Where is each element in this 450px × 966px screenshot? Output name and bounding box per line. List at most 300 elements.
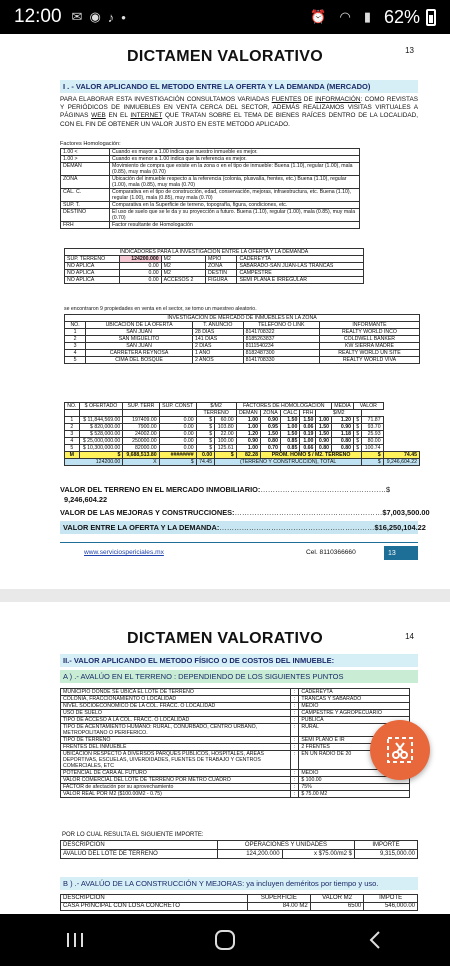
table-cell: 0.00 (159, 431, 196, 438)
battery-percent: 62% (383, 6, 420, 27)
page-number: 14 (405, 632, 414, 641)
table-cell: EN UN RADIO DE 20 (299, 751, 410, 770)
link-internet[interactable]: INTERNET (130, 112, 163, 120)
table-cell: 0.00 (120, 270, 161, 277)
table-cell: DESTIN (206, 270, 237, 277)
table-cell: 2 (65, 336, 86, 343)
table-cell: FRH (300, 410, 316, 417)
table-row (61, 784, 410, 791)
table-cell: FACTOR de afectación por su aprovechamiento (61, 784, 291, 791)
table-cell: SUP. TERRENO (65, 256, 120, 263)
table-cell: Movimiento de compra que existe en la zona o en el tipo de inmueble: Buena (1.10), regular (1.00), mala (0.85), muy mala (0.70) (110, 163, 360, 176)
table-cell: 25.93 (362, 431, 383, 438)
table-cell: 2 AÑOS (192, 357, 243, 364)
table-cell: 0.95 (261, 424, 281, 431)
table-row (61, 850, 418, 859)
table-row (61, 770, 410, 777)
table-cell: 82000.00 (123, 445, 159, 452)
table-cell: 4 (65, 350, 86, 357)
table-cell: 0.66 (300, 445, 316, 452)
table-cell: SAN JUAN (86, 329, 193, 336)
table-cell: USO DE SUELO (61, 710, 291, 717)
table-cell: 2 (65, 424, 80, 431)
table-cell: $ 10,300,000.00 (79, 445, 123, 452)
table-cell: 0.80 (261, 438, 281, 445)
table-row (61, 163, 360, 176)
table-cell: 125.61 (215, 445, 236, 452)
table-cell: 6500 (310, 903, 364, 911)
table-cell: 1.18 (331, 431, 353, 438)
table-cell: NO. (65, 322, 86, 329)
subsection-b: B ) .- AVALÚO DE LA CONSTRUCCIÓN Y MEJORAS: ya incluyen deméritos por tiempo y uso. (60, 877, 418, 890)
footer-website-link[interactable]: www.serviciospericiales.mx (84, 549, 164, 556)
table-cell: SABARADO-SAN JUAN-LAS TRANCAS (237, 263, 364, 270)
table-cell: 1.00 < (61, 149, 110, 156)
table-cell: $/M2 (316, 410, 362, 417)
table-cell: SUP. TERR (123, 403, 159, 410)
table-cell: 0.70 (261, 445, 281, 452)
table-cell: : (291, 724, 299, 737)
table-cell: 82.28 (236, 452, 260, 459)
table-cell: 1.00 (300, 438, 316, 445)
table-cell: 8111540234 (243, 343, 319, 350)
table-cell: $ OFERTADO (79, 403, 123, 410)
table-cell: 9,246,604.22 (383, 459, 419, 466)
table-row (61, 751, 410, 770)
footer-page-number: 13 (384, 546, 418, 560)
table-cell: 2 FRENTES (299, 744, 410, 751)
table-cell: 1.00 (236, 417, 260, 424)
table-cell: SUP. CONST (159, 403, 196, 410)
table-cell: DESCRIPCION (61, 895, 248, 903)
table-cell: M2 (161, 263, 205, 270)
table-cell: 74.45 (196, 459, 214, 466)
table-row (61, 710, 410, 717)
table-cell: 5 (65, 357, 86, 364)
table-cell: 1.00 (316, 417, 332, 424)
table-cell: FRH (61, 222, 110, 229)
table-row (65, 452, 420, 459)
table-row (61, 703, 410, 710)
table-cell: : (291, 717, 299, 724)
table-cell: DESCRIPCION (61, 841, 218, 850)
table-cell: CAMPESTRE (237, 270, 364, 277)
table-row (65, 403, 420, 410)
mercado-table (64, 314, 420, 364)
table-cell: $ (196, 438, 214, 445)
table-cell: : (291, 696, 299, 703)
status-bar (0, 0, 450, 34)
table-cell: TELÉFONO O LINK (243, 322, 319, 329)
table-cell: ZONA (61, 176, 110, 189)
table-row (61, 176, 360, 189)
valor-terreno-amount: 9,246,604.22 (64, 495, 108, 504)
table-row (65, 417, 420, 424)
table-cell: 250000.00 (123, 438, 159, 445)
table-cell: $ (354, 438, 362, 445)
table-cell: POTENCIAL DE CARA AL FUTURO (61, 770, 291, 777)
table-row (65, 263, 364, 270)
table-cell: : (291, 744, 299, 751)
table-row (61, 903, 418, 911)
table-cell: : (291, 777, 299, 784)
table-row (65, 431, 420, 438)
table-cell: T. ANUNCIO (192, 322, 243, 329)
table-cell: $ 75.00 M2 (299, 791, 410, 798)
table-cell: $ (159, 459, 196, 466)
mejoras-line: VALOR DE LAS MEJORAS Y CONSTRUCCIONES:……………………………………………………$7,003,500.00 (60, 508, 430, 517)
table-cell: 0.00 (159, 424, 196, 431)
table-cell: 0.85 (280, 445, 299, 452)
table-cell: CASA PRINCIPAL CON LOSA CONCRETO (61, 903, 248, 911)
table-cell: 28 DIAS (192, 329, 243, 336)
table-row (61, 189, 360, 202)
table-cell: FIGURA (206, 277, 237, 284)
clock: 12:00 (14, 6, 62, 27)
table-cell: 9,688,513.80 (123, 452, 159, 459)
table-cell: NO APLICA (65, 263, 120, 270)
table-cell: OPERACIONES Y UNIDADES (217, 841, 354, 850)
table-cell: (TERRENO Y CONSTRUCCION), TOTAL (215, 459, 362, 466)
table-cell: VALOR (354, 403, 384, 410)
table-row (61, 841, 418, 850)
table-cell: ZONA (206, 263, 237, 270)
table-cell: 1.00 > (61, 156, 110, 163)
table-row (65, 357, 420, 364)
table-cell: : (291, 737, 299, 744)
table-cell: COLDWELL BANKER (319, 336, 419, 343)
table-cell: 9,315,000.00 (355, 850, 418, 859)
table-cell: 0.90 (331, 424, 353, 431)
signal-icon: ▮ (363, 9, 371, 24)
app-icon: ◉ (89, 9, 101, 24)
table-cell: $ 25,000,000.00 (79, 438, 123, 445)
table-row (61, 895, 418, 903)
table-cell: ######## (159, 452, 196, 459)
table-cell: IMPORTE (355, 841, 418, 850)
table-row (61, 744, 410, 751)
table-cell: 1 (65, 329, 86, 336)
table-cell: AVALUO DEL LOTE DE TERRENO (61, 850, 218, 859)
table-cell: SEMI PLANA E IRREGULAR (237, 277, 364, 284)
table-cell: ACCESOS 2 (161, 277, 205, 284)
table-cell: CAL. C. (61, 189, 110, 202)
table-cell: 0.90 (316, 438, 332, 445)
table-cell: 0.00 (120, 263, 161, 270)
table-cell: CADEREYTA (299, 689, 410, 696)
table-cell: $ (196, 424, 214, 431)
table-cell: 1.20 (331, 417, 353, 424)
table-cell: CIMA DEL BOSQUE (86, 357, 193, 364)
table-cell: CAMPESTRE Y AGROPECUARIO (299, 710, 410, 717)
table-row (61, 689, 410, 696)
section-heading: II.- VALOR APLICANDO EL METODO FÍSICO O DE COSTOS DEL INMUEBLE: (60, 654, 418, 667)
table-cell: SAN JUAN (86, 343, 193, 350)
table-cell: 84.00 M2 (247, 903, 310, 911)
table-cell: 0.85 (280, 438, 299, 445)
table-cell: 1.00 (280, 424, 299, 431)
link-fuentes[interactable]: FUENTES (271, 96, 302, 103)
table-cell: ZONA (261, 410, 281, 417)
link-web[interactable]: WEB (91, 112, 106, 120)
table-cell (123, 410, 159, 417)
indicadores-table (64, 248, 364, 284)
table-cell: 103.80 (215, 424, 236, 431)
table-cell: Ubicación del inmueble respecto a la referencia (colonia, plusvalía, frentes, etc.) Buena (1.10), regular (1.00), mala (0.85), muy mala (0.70) (110, 176, 360, 189)
recent-apps-icon[interactable] (64, 930, 86, 950)
intro-paragraph: PARA ELABORAR ESTA INVESTIGACIÓN CONSULTAMOS VARIADAS FUENTES DE INFORMACIÓN: COMO REVISTAS Y PERIÓDICOS DE INMUEBLES EN VENTA CERCA DEL SECTOR, ADEMÁS REALIZAMOS VISITAS VIRTUALES A PÁGINAS WEB EN EL INTERNET QUE TRATAN SOBRE EL TEMA DE BIENES RAÍCES DENTRO DE LA LOCALIDAD, CON EL FIN DE OBTENER UN VALOR JUSTO EN ESTE METODO APLICADO. (60, 96, 419, 128)
table-cell: 0.90 (236, 438, 260, 445)
table-cell: TRANCAS Y SABARADO (299, 696, 410, 703)
table-cell: 80.00 (362, 438, 383, 445)
table-cell: $ (215, 452, 236, 459)
back-icon[interactable] (364, 929, 386, 951)
table-cell: 0.00 (159, 417, 196, 424)
table-cell (65, 410, 80, 417)
table-cell: 7900.00 (123, 424, 159, 431)
table-cell: SAN MIGUELITO (86, 336, 193, 343)
table-cell: 74.45 (383, 452, 419, 459)
table-row (61, 202, 360, 209)
table-row (65, 424, 420, 431)
table-cell: FACTORES DE HOMOLOGACION (236, 403, 331, 410)
table-row (61, 777, 410, 784)
table-row (65, 459, 420, 466)
document-page-13 (0, 34, 450, 589)
table-cell: El uso de suelo que se le da y su proyección a futuro. Buena (1.10), regular (1.00), mala (0.85), muy mala (0.70) (110, 209, 360, 222)
table-cell: : (291, 791, 299, 798)
table-cell: SUPERFICIE (247, 895, 310, 903)
table-cell: REALTY WORLD VIVA (319, 357, 419, 364)
table-cell: $ (362, 452, 383, 459)
table-row (65, 350, 420, 357)
table-cell: VALOR REAL POR M2 ($100.00M2 - 0.75) (61, 791, 291, 798)
table-cell: CALC (280, 410, 299, 417)
table-cell: 60.00 (215, 417, 236, 424)
table-cell: 0.80 (331, 438, 353, 445)
table-row (65, 343, 420, 350)
mercado-title: INVESTIGACION DE MERCADO DE INMUEBLES EN LA ZONA (65, 315, 420, 322)
resulta-text: POR LO CUAL RESULTA EL SIGUIENTE IMPORTE: (62, 832, 204, 838)
table-cell: X (123, 459, 159, 466)
table-cell: $ (362, 459, 383, 466)
battery-icon (426, 9, 436, 26)
page-title: DICTAMEN VALORATIVO (127, 48, 323, 65)
table-cell: 8185263837 (243, 336, 319, 343)
footer-rule (60, 542, 418, 543)
footer-phone: Cel. 8110366660 (306, 549, 356, 556)
table-cell: : (291, 770, 299, 777)
table-row (61, 717, 410, 724)
table-cell: : (291, 689, 299, 696)
table-row (65, 410, 420, 417)
wifi-icon: ◠ (339, 9, 351, 24)
table-cell: REALTY WORLD UN SITE (319, 350, 419, 357)
table-cell: $ (354, 445, 362, 452)
table-cell: : (291, 751, 299, 770)
table-row (65, 438, 420, 445)
table-cell: 0.80 (316, 445, 332, 452)
table-cell: 0.00 (120, 277, 161, 284)
table-cell: NO APLICA (65, 277, 120, 284)
table-row (65, 445, 420, 452)
table-cell: Cuando es mayor a 1.00 indica que nuestro inmueble es mejor. (110, 149, 360, 156)
table-cell: $ (79, 452, 123, 459)
table-cell: M2 (161, 256, 205, 263)
table-cell: Factor resultante de Homologación (110, 222, 360, 229)
scissors-icon (385, 735, 415, 765)
table-row (61, 791, 410, 798)
table-cell: 1.50 (316, 424, 332, 431)
table-cell: $ (354, 417, 362, 424)
table-row (61, 724, 410, 737)
table-cell: 1.50 (280, 431, 299, 438)
table-cell: 100.74 (362, 445, 383, 452)
table-cell: 8141708322 (243, 329, 319, 336)
table-cell: CADEREYTA (237, 256, 364, 263)
table-row (61, 737, 410, 744)
table-cell: $ 528,000.00 (79, 431, 123, 438)
oferta-demanda-total: VALOR ENTRE LA OFERTA Y LA DEMANDA:………………………………………………………$16,250,104.22 (60, 521, 418, 534)
table-cell: $ 11,844,569.00 (79, 417, 123, 424)
table-cell: RURAL (299, 724, 410, 737)
table-cell: MPIO (206, 256, 237, 263)
table-cell: INFORMANTE (319, 322, 419, 329)
table-cell: IMPOTE (364, 895, 418, 903)
scissors-capture-button[interactable] (370, 720, 430, 780)
table-row (61, 222, 360, 229)
tiktok-icon: ♪ (107, 9, 115, 25)
table-cell: COLONIA, FRACCIONAMIENTO O LOCALIDAD (61, 696, 291, 703)
homologacion-table (64, 402, 420, 466)
valor-terreno-line: VALOR DEL TERRENO EN EL MERCADO INMOBILIARIO:……………………………………………$ (60, 485, 391, 494)
table-cell: 0.06 (300, 424, 316, 431)
table-cell: 1.50 (280, 417, 299, 424)
table-cell: 0.90 (261, 417, 281, 424)
table-cell: : (291, 703, 299, 710)
table-cell: 1.00 (236, 424, 260, 431)
table-cell: UBICACIÓN DE LA OFERTA (86, 322, 193, 329)
table-cell: KW SIERRA MADRE (319, 343, 419, 350)
table-cell: 22.00 (215, 431, 236, 438)
table-cell: REALTY WORLD INCO (319, 329, 419, 336)
table-cell: TIPO DE TERRENO (61, 737, 291, 744)
table-cell: 141 DIAS (192, 336, 243, 343)
table-cell: Cuando es menor a 1.00 indica que la referencia es mejor. (110, 156, 360, 163)
table-cell: $ 100.00 (299, 777, 410, 784)
table-cell: 1.50 (316, 431, 332, 438)
table-cell: UBICACIÓN RESPECTO A DIVERSOS PARQUES PUBLICOS, HOSPITALES, ÁREAS DEPORTIVAS, ESCUELAS, UIVERDIDADES, FUENTES DE TRABAJO Y CENTROS COMERCIALES, ETC (61, 751, 291, 770)
table-cell: NO. (65, 403, 80, 410)
section-heading: I . - VALOR APLICANDO EL METODO ENTRE LA OFERTA Y LA DEMANDA (MERCADO) (60, 80, 418, 93)
link-informacion[interactable]: INFORMACIÓN (315, 96, 361, 103)
subsection-a: A ) .- AVALÚO EN EL TERRENO : DEPENDIENDO DE LOS SIGUIENTES PUNTOS (60, 670, 418, 683)
indicadores-title: INDICADORES PARA LA INVESTIGACION ENTRE LA OFERTA Y LA DEMANDA (65, 249, 364, 256)
table-row (65, 322, 420, 329)
table-cell: TIPO DE ACCESO A LA COL. FRACC. O LOCALIDAD (61, 717, 291, 724)
table-cell: M2 (161, 270, 205, 277)
table-cell: CARRETERA REYNOSA (86, 350, 193, 357)
puntos-table (60, 688, 410, 798)
table-cell: 124200.00 (65, 459, 123, 466)
table-cell: 546,000.00 (364, 903, 418, 911)
table-cell: DEMAN (61, 163, 110, 176)
table-row (65, 329, 420, 336)
table-cell: TIPO DE ACENTAMIENTO HUMANO: RURAL, CONURBADO, CENTRO URBANO, METROPOLITANO O PERIFERICO. (61, 724, 291, 737)
table-cell: $ (354, 424, 362, 431)
table-cell: VALOR COMERCIAL DEL LOTE DE TERRENO POR METRO CUADRO (61, 777, 291, 784)
table-cell: 4 (65, 438, 80, 445)
table-row (61, 156, 360, 163)
page-title: DICTAMEN VALORATIVO (127, 630, 323, 647)
table-cell: 75% (299, 784, 410, 791)
found-note: se encontraron 9 propiedades en venta en el sector, se tomo un muestreo aleatorio. (64, 306, 257, 312)
table-cell: x $75.00/m2 $ (282, 850, 354, 859)
table-cell: 1.20 (236, 431, 260, 438)
table-cell: VALOR M2 (310, 895, 364, 903)
table-cell: SUP. T. (61, 202, 110, 209)
navigation-bar (0, 914, 450, 966)
table-cell: MEDIA (331, 403, 353, 410)
table-row (65, 277, 364, 284)
table-cell: Comparativa en la Superficie de terreno, topografía, figura, condiciones, etc. (110, 202, 360, 209)
table-cell: 71.87 (362, 417, 383, 424)
table-cell: 0.00 (196, 452, 214, 459)
table-cell: Comparativa en el tipo de construcción, edad, conservación, mejoras, infraestructura, etc. Buena (1.10), regular (1.00), mala (0.85), muy mala (0.70) (110, 189, 360, 202)
page-number: 13 (405, 46, 414, 55)
table-cell: TERRENO (196, 410, 236, 417)
table-cell: $ (196, 417, 214, 424)
table-cell: : (291, 784, 299, 791)
table-cell: 3 (65, 431, 80, 438)
table-cell: 5 (65, 445, 80, 452)
table-cell: 0.80 (331, 445, 353, 452)
table-cell: 8141708330 (243, 357, 319, 364)
table-cell: 0.19 (300, 431, 316, 438)
table-cell: PROM. HOMO $ / M2. TERRENO (261, 452, 362, 459)
table-row (61, 696, 410, 703)
table-cell: DESTINO (61, 209, 110, 222)
table-row (65, 336, 420, 343)
table-row (61, 149, 360, 156)
table-cell: 197409.00 (123, 417, 159, 424)
table-cell: DEMAN (236, 410, 260, 417)
table-cell: SEMI PLANO E IR (299, 737, 410, 744)
table-cell (159, 410, 196, 417)
table-cell: 1 AÑO (192, 350, 243, 357)
table-cell: PUBLICA (299, 717, 410, 724)
table-cell: : (291, 710, 299, 717)
table-cell: $/M2 (196, 403, 236, 410)
table-cell: $ (196, 445, 214, 452)
table-cell: 0.00 (159, 438, 196, 445)
factores-title: Factores Homologación: (60, 141, 121, 147)
message-icon: ✉ (71, 9, 83, 24)
table-cell: 8182487300 (243, 350, 319, 357)
table-cell: NIVEL SOCIOECONOMICO DE LA COL. FRACC. O LOCALIDAD (61, 703, 291, 710)
table-row (61, 209, 360, 222)
importe-table (60, 840, 418, 859)
construccion-table (60, 894, 418, 911)
table-cell: 1.50 (261, 431, 281, 438)
table-cell: FRENTES DEL INMUEBLE (61, 744, 291, 751)
factores-table (60, 148, 360, 229)
table-cell: 24002.00 (123, 431, 159, 438)
home-icon[interactable] (213, 928, 237, 952)
table-cell: MEDIO (299, 770, 410, 777)
table-cell: MUNICIPIO DONDE SE UBICA EL LOTE DE TERRENO (61, 689, 291, 696)
table-cell: 124200.000 (120, 256, 161, 263)
